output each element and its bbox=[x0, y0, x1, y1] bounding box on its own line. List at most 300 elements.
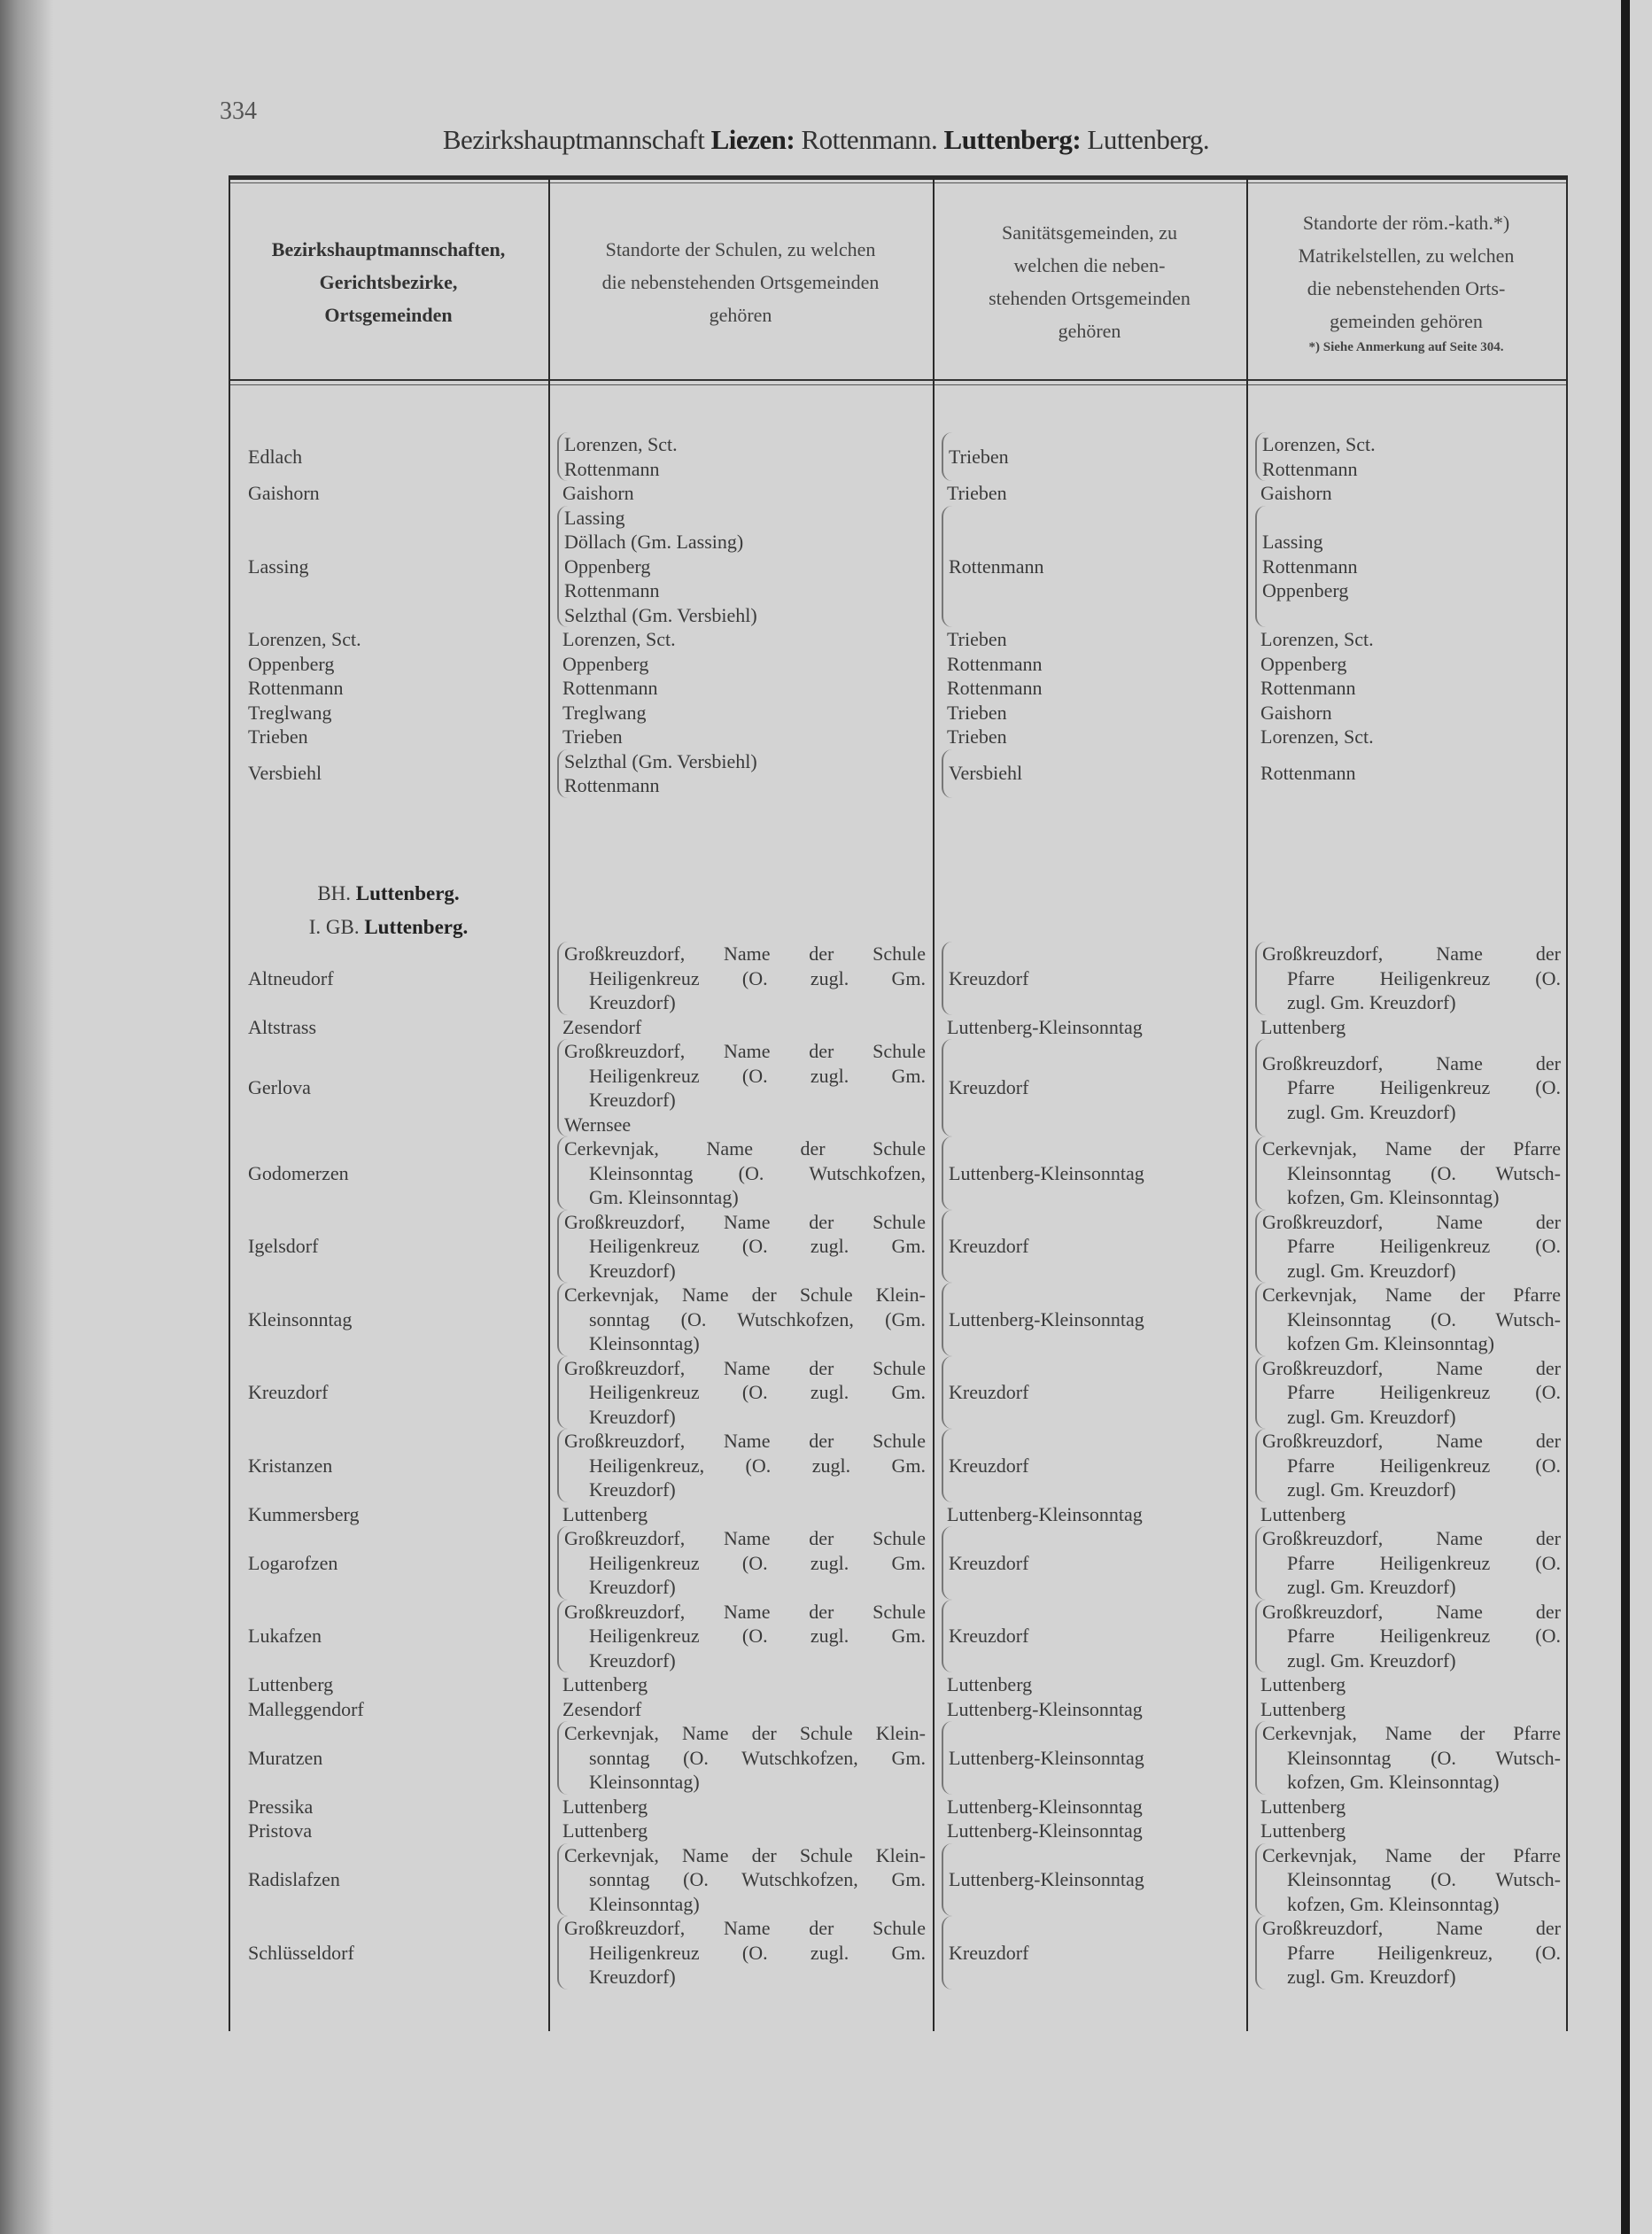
table-row bbox=[229, 1843, 1568, 1917]
school-line: Kreuzdorf) bbox=[589, 1089, 676, 1111]
parish-line: Lorenzen, Sct. bbox=[1262, 433, 1376, 455]
municipality-cell bbox=[229, 627, 548, 652]
school-line: Heiligenkreuz (O. zugl. Gm. bbox=[589, 1551, 926, 1574]
school-line: Luttenberg bbox=[562, 1795, 648, 1818]
school-line: Gaishorn bbox=[562, 482, 634, 504]
school-line: Döllach (Gm. Lassing) bbox=[564, 531, 744, 553]
school-cell bbox=[548, 481, 933, 506]
school-cell bbox=[548, 1819, 933, 1843]
municipality-cell bbox=[229, 749, 548, 798]
parish-cell bbox=[1246, 676, 1568, 701]
parish-line: Cerkevnjak, Name der Pfarre bbox=[1262, 1722, 1561, 1744]
municipality-name: Schlüsseldorf bbox=[248, 1941, 354, 1964]
school-cell bbox=[548, 676, 933, 701]
school-cell bbox=[557, 1283, 933, 1356]
parish-line: Pfarre Heiligenkreuz (O. bbox=[1287, 1551, 1561, 1574]
header-footnote: *) Siehe Anmerkung auf Seite 304. bbox=[1308, 340, 1504, 354]
table-row bbox=[229, 1502, 1568, 1527]
parish-line: kofzen, Gm. Kleinsonntag) bbox=[1287, 1892, 1500, 1915]
sanitary-community: Luttenberg-Kleinsonntag bbox=[947, 1015, 1143, 1038]
title-prefix: Bezirkshauptmannschaft bbox=[442, 124, 711, 155]
parish-line: Großkreuzdorf, Name der bbox=[1262, 942, 1561, 965]
parish-line: Großkreuzdorf, Name der bbox=[1262, 1356, 1561, 1379]
municipality-name: Rottenmann bbox=[248, 677, 344, 699]
sanitary-cell bbox=[933, 701, 1246, 725]
municipality-cell bbox=[229, 676, 548, 701]
school-line: Großkreuzdorf, Name der Schule bbox=[564, 1040, 926, 1062]
school-line: Großkreuzdorf, Name der Schule bbox=[564, 1527, 926, 1549]
municipality-name: Kreuzdorf bbox=[248, 1381, 329, 1403]
school-line: Luttenberg bbox=[562, 1502, 648, 1525]
parish-cell bbox=[1255, 1429, 1568, 1502]
table-row bbox=[229, 1600, 1568, 1673]
section-heading-bh bbox=[229, 877, 548, 911]
parish-line: Großkreuzdorf, Name der bbox=[1262, 1051, 1561, 1074]
title-district-luttenberg: Luttenberg: bbox=[943, 124, 1082, 155]
municipality-cell bbox=[229, 1819, 548, 1843]
school-line: Cerkevnjak, Name der Schule Klein- bbox=[564, 1284, 926, 1306]
school-line: Rottenmann bbox=[564, 457, 660, 480]
parish-line: Pfarre Heiligenkreuz (O. bbox=[1287, 1454, 1561, 1477]
sanitary-community: Trieben bbox=[947, 628, 1007, 650]
parish-cell bbox=[1255, 942, 1568, 1015]
table-row bbox=[229, 1697, 1568, 1722]
parish-line: kofzen, Gm. Kleinsonntag) bbox=[1287, 1771, 1500, 1793]
parish-line: Oppenberg bbox=[1262, 579, 1349, 601]
parish-cell bbox=[1246, 1819, 1568, 1843]
municipality-name: Pressika bbox=[248, 1795, 314, 1818]
school-cell bbox=[557, 1600, 933, 1673]
school-cell bbox=[557, 1843, 933, 1917]
parish-line: Cerkevnjak, Name der Pfarre bbox=[1262, 1137, 1561, 1160]
parish-cell bbox=[1246, 481, 1568, 506]
municipality-cell bbox=[229, 652, 548, 677]
school-line: Zesendorf bbox=[562, 1697, 642, 1720]
school-cell bbox=[557, 1039, 933, 1136]
school-line: Kleinsonntag (O. Wutschkofzen, bbox=[589, 1161, 926, 1184]
municipality-name: Godomerzen bbox=[248, 1161, 349, 1184]
header-line: Standorte der Schulen, zu welchen bbox=[605, 237, 876, 260]
table-row bbox=[229, 1356, 1568, 1430]
parish-line: Lorenzen, Sct. bbox=[1260, 725, 1374, 748]
school-line: Rottenmann bbox=[564, 579, 660, 601]
school-line: Kreuzdorf) bbox=[589, 991, 676, 1013]
parish-line: Cerkevnjak, Name der Pfarre bbox=[1262, 1284, 1561, 1306]
sanitary-community: Kreuzdorf bbox=[949, 966, 1029, 989]
parish-line: Rottenmann bbox=[1262, 457, 1358, 480]
sanitary-cell bbox=[933, 1819, 1246, 1843]
parish-line: Großkreuzdorf, Name der bbox=[1262, 1600, 1561, 1623]
parish-line: Großkreuzdorf, Name der bbox=[1262, 1210, 1561, 1233]
parish-line: zugl. Gm. Kreuzdorf) bbox=[1287, 1966, 1456, 1988]
parish-line: kofzen Gm. Kleinsonntag) bbox=[1287, 1332, 1494, 1354]
parish-line: Luttenberg bbox=[1260, 1697, 1346, 1720]
sanitary-community: Kreuzdorf bbox=[949, 1235, 1029, 1257]
table-row bbox=[229, 701, 1568, 725]
municipality-cell bbox=[229, 725, 548, 749]
header-cell bbox=[933, 186, 1246, 377]
municipality-name: Muratzen bbox=[248, 1746, 323, 1769]
parish-cell bbox=[1246, 652, 1568, 677]
sanitary-community: Luttenberg-Kleinsonntag bbox=[947, 1697, 1143, 1720]
parish-line: Pfarre Heiligenkreuz (O. bbox=[1287, 966, 1561, 989]
school-line: Heiligenkreuz (O. zugl. Gm. bbox=[589, 1941, 926, 1964]
parish-line: Cerkevnjak, Name der Pfarre bbox=[1262, 1843, 1561, 1866]
table-row bbox=[229, 676, 1568, 701]
sanitary-community: Trieben bbox=[949, 445, 1009, 468]
header-line: gemeinden gehören bbox=[1330, 310, 1483, 332]
municipality-name: Gerlova bbox=[248, 1076, 311, 1099]
school-line: Lassing bbox=[564, 506, 625, 529]
parish-line: Pfarre Heiligenkreuz (O. bbox=[1287, 1381, 1561, 1403]
school-line: Heiligenkreuz (O. zugl. Gm. bbox=[589, 1381, 926, 1403]
sanitary-cell bbox=[942, 1721, 1246, 1795]
municipality-cell bbox=[229, 942, 548, 1015]
table-row bbox=[229, 1916, 1568, 1990]
school-cell bbox=[557, 432, 933, 481]
municipality-cell bbox=[229, 1526, 548, 1600]
sanitary-cell bbox=[933, 1795, 1246, 1819]
parish-line: Oppenberg bbox=[1260, 652, 1347, 675]
parish-cell bbox=[1246, 725, 1568, 749]
sanitary-cell bbox=[942, 1039, 1246, 1136]
parish-cell bbox=[1246, 1697, 1568, 1722]
municipality-cell bbox=[229, 1697, 548, 1722]
municipality-name: Altneudorf bbox=[248, 966, 334, 989]
parish-line: Kleinsonntag (O. Wutsch- bbox=[1287, 1307, 1561, 1330]
school-line: Heiligenkreuz, (O. zugl. Gm. bbox=[589, 1454, 926, 1477]
sanitary-community: Luttenberg-Kleinsonntag bbox=[947, 1502, 1143, 1525]
parish-cell bbox=[1255, 1526, 1568, 1600]
table-row bbox=[229, 1015, 1568, 1040]
school-line: Wernsee bbox=[564, 1113, 632, 1136]
school-cell bbox=[548, 1697, 933, 1722]
header-line: Bezirkshauptmannschaften, bbox=[271, 237, 506, 260]
sanitary-community: Kreuzdorf bbox=[949, 1551, 1029, 1574]
sanitary-community: Kreuzdorf bbox=[949, 1076, 1029, 1099]
table-top-rule-thin bbox=[229, 182, 1568, 183]
sanitary-cell bbox=[942, 1916, 1246, 1990]
parish-line: Pfarre Heiligenkreuz (O. bbox=[1287, 1076, 1561, 1099]
table-row bbox=[229, 1210, 1568, 1284]
municipality-cell bbox=[229, 1429, 548, 1502]
school-line: Selzthal (Gm. Versbiehl) bbox=[564, 603, 757, 626]
parish-cell bbox=[1255, 1916, 1568, 1990]
header-line: Standorte der röm.-kath.*) bbox=[1302, 212, 1510, 234]
parish-line: Luttenberg bbox=[1260, 1502, 1346, 1525]
school-cell bbox=[548, 701, 933, 725]
school-line: Kreuzdorf) bbox=[589, 1405, 676, 1428]
header-line: Gerichtsbezirke, bbox=[319, 270, 458, 293]
municipality-name: Kummersberg bbox=[248, 1502, 360, 1525]
municipality-name: Malleggendorf bbox=[248, 1697, 364, 1720]
parish-line: Pfarre Heiligenkreuz, (O. bbox=[1287, 1941, 1561, 1964]
parish-line: kofzen, Gm. Kleinsonntag) bbox=[1287, 1186, 1500, 1208]
municipality-cell bbox=[229, 1721, 548, 1795]
heading-prefix: BH. bbox=[317, 882, 356, 904]
school-line: Großkreuzdorf, Name der Schule bbox=[564, 1356, 926, 1379]
municipality-cell bbox=[229, 481, 548, 506]
sanitary-community: Kreuzdorf bbox=[949, 1454, 1029, 1477]
parish-line: Großkreuzdorf, Name der bbox=[1262, 1527, 1561, 1549]
municipality-name: Edlach bbox=[248, 445, 303, 468]
municipality-table bbox=[229, 175, 1568, 2031]
sanitary-cell bbox=[942, 432, 1246, 481]
school-cell bbox=[557, 1136, 933, 1210]
parish-cell bbox=[1255, 1039, 1568, 1136]
school-line: sonntag (O. Wutschkofzen, Gm. bbox=[589, 1746, 926, 1769]
table-row bbox=[229, 1039, 1568, 1136]
parish-cell bbox=[1246, 1502, 1568, 1527]
school-cell bbox=[557, 1916, 933, 1990]
header-line: Sanitätsgemeinden, zu bbox=[1002, 221, 1177, 244]
parish-line: zugl. Gm. Kreuzdorf) bbox=[1287, 1100, 1456, 1123]
parish-cell bbox=[1255, 1356, 1568, 1430]
school-cell bbox=[548, 1795, 933, 1819]
school-cell bbox=[557, 1210, 933, 1284]
section-heading-gb bbox=[229, 911, 548, 944]
sanitary-cell bbox=[933, 627, 1246, 652]
table-top-rule bbox=[229, 175, 1568, 180]
parish-line: zugl. Gm. Kreuzdorf) bbox=[1287, 1259, 1456, 1282]
parish-cell bbox=[1246, 1015, 1568, 1040]
municipality-name: Kleinsonntag bbox=[248, 1307, 353, 1330]
table-row bbox=[229, 942, 1568, 1015]
table-row bbox=[229, 1672, 1568, 1697]
school-cell bbox=[557, 1429, 933, 1502]
municipality-cell bbox=[229, 1039, 548, 1136]
municipality-cell bbox=[229, 432, 548, 481]
parish-line: Pfarre Heiligenkreuz (O. bbox=[1287, 1625, 1561, 1647]
table-row bbox=[229, 652, 1568, 677]
parish-line: Rottenmann bbox=[1260, 762, 1356, 785]
sanitary-community: Luttenberg bbox=[947, 1673, 1033, 1695]
school-line: Kreuzdorf) bbox=[589, 1259, 676, 1282]
sanitary-community: Versbiehl bbox=[949, 762, 1023, 785]
parish-line: Lorenzen, Sct. bbox=[1260, 628, 1374, 650]
header-line: stehenden Ortsgemeinden bbox=[989, 287, 1191, 309]
sanitary-cell bbox=[942, 749, 1246, 798]
school-cell bbox=[557, 749, 933, 798]
municipality-name: Versbiehl bbox=[248, 762, 322, 785]
school-line: Großkreuzdorf, Name der Schule bbox=[564, 1917, 926, 1939]
municipality-cell bbox=[229, 1136, 548, 1210]
school-cell bbox=[548, 652, 933, 677]
school-cell bbox=[548, 1015, 933, 1040]
school-line: Lorenzen, Sct. bbox=[564, 433, 678, 455]
school-line: sonntag (O. Wutschkofzen, (Gm. bbox=[589, 1307, 926, 1330]
school-cell bbox=[548, 1672, 933, 1697]
municipality-name: Kristanzen bbox=[248, 1454, 333, 1477]
parish-cell bbox=[1255, 1210, 1568, 1284]
title-court-luttenberg: Luttenberg. bbox=[1081, 124, 1210, 155]
school-cell bbox=[557, 942, 933, 1015]
school-line: Großkreuzdorf, Name der Schule bbox=[564, 1430, 926, 1452]
school-line: Großkreuzdorf, Name der Schule bbox=[564, 942, 926, 965]
table-row bbox=[229, 1819, 1568, 1843]
header-line: gehören bbox=[1058, 320, 1121, 342]
section-luttenberg bbox=[229, 942, 1568, 1990]
school-line: Treglwang bbox=[562, 701, 647, 724]
parish-line: Luttenberg bbox=[1260, 1015, 1346, 1038]
sanitary-cell bbox=[942, 1283, 1246, 1356]
municipality-cell bbox=[229, 1843, 548, 1917]
parish-cell bbox=[1246, 1795, 1568, 1819]
municipality-cell bbox=[229, 1600, 548, 1673]
sanitary-community: Kreuzdorf bbox=[949, 1941, 1029, 1964]
school-line: Luttenberg bbox=[562, 1819, 648, 1842]
parish-line: zugl. Gm. Kreuzdorf) bbox=[1287, 1648, 1456, 1672]
parish-cell bbox=[1255, 1721, 1568, 1795]
sanitary-cell bbox=[933, 481, 1246, 506]
parish-line: zugl. Gm. Kreuzdorf) bbox=[1287, 1478, 1456, 1501]
sanitary-community: Luttenberg-Kleinsonntag bbox=[949, 1868, 1144, 1890]
header-line: die nebenstehenden Orts- bbox=[1307, 277, 1506, 299]
school-line: Kreuzdorf) bbox=[589, 1648, 676, 1672]
table-row bbox=[229, 749, 1568, 798]
school-line: Oppenberg bbox=[562, 652, 649, 675]
sanitary-community: Luttenberg-Kleinsonntag bbox=[949, 1746, 1144, 1769]
header-bottom-rule-thin bbox=[229, 384, 1568, 385]
sanitary-community: Luttenberg-Kleinsonntag bbox=[949, 1307, 1144, 1330]
table-row bbox=[229, 506, 1568, 628]
table-row bbox=[229, 1526, 1568, 1600]
title-court-rottenmann: Rottenmann. bbox=[795, 124, 944, 155]
municipality-name: Lassing bbox=[248, 555, 309, 578]
municipality-name: Gaishorn bbox=[248, 482, 320, 504]
school-line: Kreuzdorf) bbox=[589, 1966, 676, 1988]
school-cell bbox=[557, 1721, 933, 1795]
school-line: Oppenberg bbox=[564, 555, 651, 578]
school-line: Rottenmann bbox=[562, 677, 658, 699]
school-cell bbox=[548, 725, 933, 749]
sanitary-cell bbox=[933, 1502, 1246, 1527]
table-row bbox=[229, 725, 1568, 749]
heading-bold: Luttenberg. bbox=[364, 916, 469, 938]
sanitary-cell bbox=[933, 1015, 1246, 1040]
header-cell bbox=[229, 186, 548, 377]
heading-prefix: I. GB. bbox=[308, 916, 365, 938]
header-line: welchen die neben- bbox=[1013, 254, 1166, 276]
parish-line: Luttenberg bbox=[1260, 1819, 1346, 1842]
parish-line: zugl. Gm. Kreuzdorf) bbox=[1287, 991, 1456, 1013]
school-cell bbox=[557, 1526, 933, 1600]
sanitary-cell bbox=[942, 1600, 1246, 1673]
school-line: Cerkevnjak, Name der Schule Klein- bbox=[564, 1722, 926, 1744]
school-line: Heiligenkreuz (O. zugl. Gm. bbox=[589, 1235, 926, 1257]
sanitary-cell bbox=[933, 652, 1246, 677]
page-title bbox=[0, 124, 1652, 156]
parish-line: Gaishorn bbox=[1260, 701, 1332, 724]
sanitary-cell bbox=[942, 942, 1246, 1015]
school-line: Luttenberg bbox=[562, 1673, 648, 1695]
municipality-cell bbox=[229, 1356, 548, 1430]
sanitary-community: Luttenberg-Kleinsonntag bbox=[947, 1819, 1143, 1842]
school-line: Gm. Kleinsonntag) bbox=[589, 1186, 739, 1208]
municipality-cell bbox=[229, 1283, 548, 1356]
school-line: Großkreuzdorf, Name der Schule bbox=[564, 1210, 926, 1233]
parish-cell bbox=[1246, 1672, 1568, 1697]
municipality-name: Oppenberg bbox=[248, 652, 335, 675]
school-line: Heiligenkreuz (O. zugl. Gm. bbox=[589, 1064, 926, 1087]
table-row bbox=[229, 432, 1568, 481]
table-row bbox=[229, 1283, 1568, 1356]
parish-cell bbox=[1246, 749, 1568, 798]
municipality-name: Lukafzen bbox=[248, 1625, 322, 1647]
school-line: Zesendorf bbox=[562, 1015, 642, 1038]
municipality-name: Treglwang bbox=[248, 701, 332, 724]
parish-line: Großkreuzdorf, Name der bbox=[1262, 1917, 1561, 1939]
school-line: Kreuzdorf) bbox=[589, 1478, 676, 1501]
school-line: Kleinsonntag) bbox=[589, 1332, 700, 1354]
parish-line: zugl. Gm. Kreuzdorf) bbox=[1287, 1405, 1456, 1428]
parish-line: Lassing bbox=[1262, 531, 1323, 553]
header-cell bbox=[1246, 186, 1566, 377]
sanitary-community: Kreuzdorf bbox=[949, 1381, 1029, 1403]
school-line: Kleinsonntag) bbox=[589, 1771, 700, 1793]
parish-line: Luttenberg bbox=[1260, 1795, 1346, 1818]
school-line: Kleinsonntag) bbox=[589, 1892, 700, 1915]
sanitary-cell bbox=[942, 1356, 1246, 1430]
parish-line: Gaishorn bbox=[1260, 482, 1332, 504]
municipality-cell bbox=[229, 1210, 548, 1284]
municipality-cell bbox=[229, 1672, 548, 1697]
sanitary-cell bbox=[942, 1210, 1246, 1284]
municipality-name: Trieben bbox=[248, 725, 308, 748]
parish-cell bbox=[1255, 432, 1568, 481]
scan-edge-right bbox=[1621, 0, 1630, 2234]
sanitary-community: Kreuzdorf bbox=[949, 1625, 1029, 1647]
table-row bbox=[229, 627, 1568, 652]
sanitary-community: Trieben bbox=[947, 725, 1007, 748]
scan-edge-left bbox=[0, 0, 53, 2234]
sanitary-cell bbox=[942, 1136, 1246, 1210]
sanitary-community: Rottenmann bbox=[947, 677, 1043, 699]
school-line: Großkreuzdorf, Name der Schule bbox=[564, 1600, 926, 1623]
sanitary-cell bbox=[933, 1672, 1246, 1697]
sanitary-cell bbox=[942, 506, 1246, 628]
parish-cell bbox=[1255, 1283, 1568, 1356]
header-line: die nebenstehenden Ortsgemeinden bbox=[601, 270, 880, 293]
table-row bbox=[229, 1429, 1568, 1502]
school-line: Kreuzdorf) bbox=[589, 1576, 676, 1598]
municipality-cell bbox=[229, 701, 548, 725]
header-cell bbox=[548, 186, 933, 377]
sanitary-community: Trieben bbox=[947, 701, 1007, 724]
school-line: Trieben bbox=[562, 725, 623, 748]
parish-line: zugl. Gm. Kreuzdorf) bbox=[1287, 1576, 1456, 1598]
parish-line: Großkreuzdorf, Name der bbox=[1262, 1430, 1561, 1452]
parish-cell bbox=[1255, 1600, 1568, 1673]
municipality-name: Lorenzen, Sct. bbox=[248, 628, 361, 650]
sanitary-cell bbox=[942, 1526, 1246, 1600]
school-cell bbox=[557, 1356, 933, 1430]
sanitary-community: Luttenberg-Kleinsonntag bbox=[947, 1795, 1143, 1818]
municipality-name: Logarofzen bbox=[248, 1551, 338, 1574]
school-cell bbox=[557, 506, 933, 628]
municipality-cell bbox=[229, 1795, 548, 1819]
header-line: Ortsgemeinden bbox=[324, 303, 453, 326]
table-row bbox=[229, 481, 1568, 506]
sanitary-cell bbox=[942, 1429, 1246, 1502]
school-cell bbox=[548, 627, 933, 652]
parish-line: Pfarre Heiligenkreuz (O. bbox=[1287, 1235, 1561, 1257]
municipality-cell bbox=[229, 1502, 548, 1527]
page-number: 334 bbox=[220, 97, 257, 125]
sanitary-community: Trieben bbox=[947, 482, 1007, 504]
municipality-name: Luttenberg bbox=[248, 1673, 334, 1695]
parish-cell bbox=[1255, 506, 1568, 628]
